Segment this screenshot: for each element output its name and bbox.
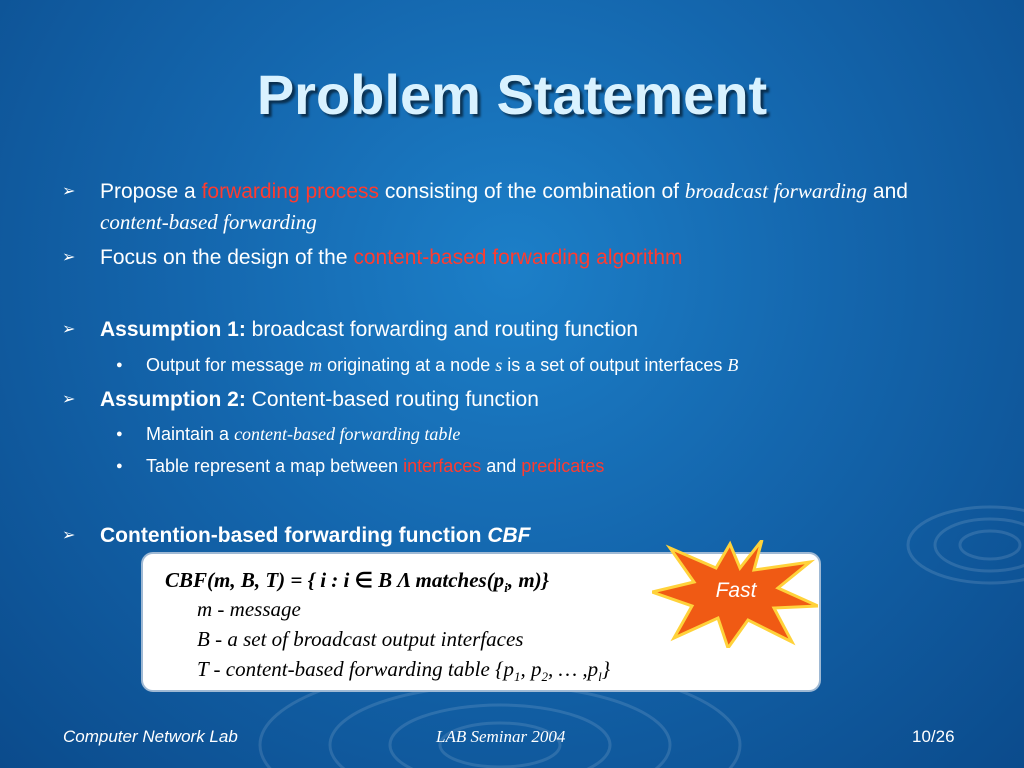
var-b: B	[727, 355, 739, 375]
highlight-forwarding-process: forwarding process	[201, 180, 379, 203]
cbf-abbrev: CBF	[487, 524, 531, 547]
text: is a set of output interfaces	[502, 355, 728, 375]
formula-m: m - message	[197, 597, 301, 621]
assumption-2-label: Assumption 2:	[100, 388, 246, 411]
dot-bullet-icon: ●	[116, 359, 123, 371]
var-s: s	[495, 355, 503, 375]
text: Propose a	[100, 180, 202, 203]
term-forwarding-table: content-based forwarding table	[234, 424, 461, 444]
text: Content-based routing function	[245, 388, 539, 411]
arrow-bullet-icon: ➢	[62, 391, 76, 408]
text: Focus on the design of the	[100, 246, 354, 269]
text: broadcast forwarding and routing function	[245, 318, 639, 341]
highlight-predicates: predicates	[521, 456, 605, 476]
element-of-symbol: ∈	[354, 568, 373, 592]
text: and	[481, 456, 522, 476]
subscript: 2	[541, 669, 548, 685]
text: originating at a node	[322, 355, 496, 375]
text: and	[867, 180, 908, 203]
text: Maintain a	[146, 424, 235, 444]
text: , m)}	[507, 568, 549, 592]
formula-b: B - a set of broadcast output interfaces	[197, 627, 524, 651]
dot-bullet-icon: ●	[116, 460, 123, 472]
var-m: m	[309, 355, 323, 375]
highlight-interfaces: interfaces	[403, 456, 482, 476]
slide-title: Problem Statement	[256, 63, 768, 126]
footer-left: Computer Network Lab	[63, 727, 238, 746]
page-number: 10/26	[912, 727, 955, 746]
text: consisting of the combination of	[379, 180, 685, 203]
text: T - content-based forwarding table {p	[197, 657, 514, 681]
arrow-bullet-icon: ➢	[62, 527, 76, 544]
term-broadcast-forwarding: broadcast forwarding	[684, 179, 868, 203]
fast-label: Fast	[715, 579, 757, 602]
assumption-1-label: Assumption 1:	[100, 318, 246, 341]
dot-bullet-icon: ●	[116, 428, 123, 440]
formula-t	[197, 657, 610, 685]
text: Table represent a map between	[146, 456, 404, 476]
formula-definition	[165, 568, 549, 596]
cbf-label: Contention-based forwarding function	[100, 524, 488, 547]
text: , … ,p	[547, 657, 599, 681]
highlight-algorithm: content-based forwarding algorithm	[353, 246, 683, 269]
subscript: 1	[513, 669, 521, 685]
subscript: l	[598, 669, 602, 685]
text: }	[601, 657, 611, 681]
footer-center: LAB Seminar 2004	[436, 727, 566, 746]
arrow-bullet-icon: ➢	[62, 321, 76, 338]
subscript: i	[504, 580, 508, 596]
text: B Λ matches(p	[372, 568, 505, 592]
text: , p	[520, 657, 542, 681]
text: Output for message	[146, 355, 310, 375]
text: CBF(m, B, T) = { i : i	[165, 568, 355, 592]
arrow-bullet-icon: ➢	[62, 183, 76, 200]
term-content-based-forwarding: content-based forwarding	[100, 210, 317, 234]
arrow-bullet-icon: ➢	[62, 249, 76, 266]
